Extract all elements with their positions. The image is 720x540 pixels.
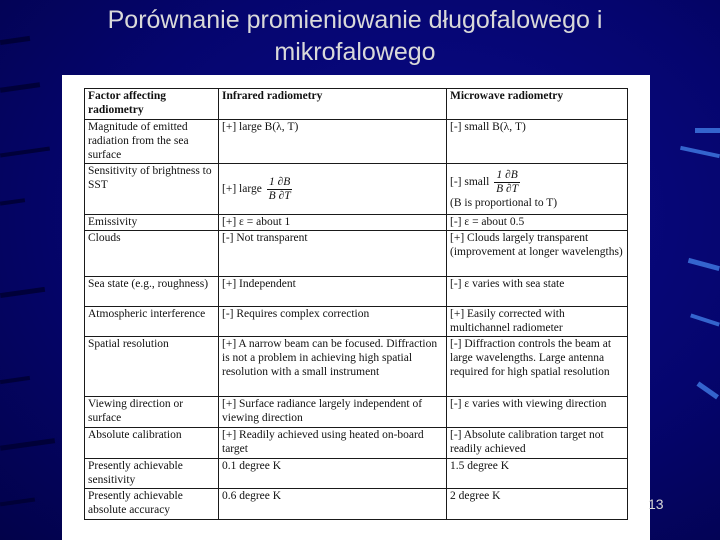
- ir-cell: [-] Not transparent: [219, 231, 447, 277]
- factor-cell: Spatial resolution: [85, 337, 219, 397]
- factor-cell: Emissivity: [85, 215, 219, 231]
- factor-cell: Presently achievable absolute accuracy: [85, 489, 219, 520]
- mw-cell: [+] Easily corrected with multichannel radiometer: [447, 307, 628, 337]
- mw-cell: 1.5 degree K: [447, 459, 628, 489]
- factor-cell: Absolute calibration: [85, 428, 219, 459]
- table-row: [85, 120, 628, 164]
- fraction-denominator: B ∂T: [496, 182, 519, 195]
- fraction-numerator: 1 ∂B: [496, 168, 518, 181]
- factor-cell: Atmospheric interference: [85, 307, 219, 337]
- table-row: [85, 428, 628, 459]
- left-streak: [0, 498, 35, 507]
- ir-cell: [+] large B(λ, T): [219, 120, 447, 164]
- table-row: [85, 231, 628, 277]
- mw-cell: [-] ε varies with sea state: [447, 277, 628, 307]
- factor-cell: Viewing direction or surface: [85, 397, 219, 428]
- ir-cell: [+] A narrow beam can be focused. Diffraction is not a problem in achieving high spatial resolution with a small instrument: [219, 337, 447, 397]
- table-row: [85, 307, 628, 337]
- table-row: [85, 277, 628, 307]
- ir-prefix: [+] large: [222, 182, 262, 195]
- factor-cell: Sea state (e.g., roughness): [85, 277, 219, 307]
- factor-cell: Presently achievable sensitivity: [85, 459, 219, 489]
- left-streak: [0, 376, 30, 384]
- mw-cell: [-] Diffraction controls the beam at large wavelengths. Large antenna required for high spatial resolution: [447, 337, 628, 397]
- ir-cell: [+] Readily achieved using heated on-board target: [219, 428, 447, 459]
- mw-cell: [-] Absolute calibration target not readily achieved: [447, 428, 628, 459]
- table-row: [85, 215, 628, 231]
- header-microwave: Microwave radiometry: [447, 89, 628, 120]
- slide-title: Porównanie promieniowanie długofalowego i mikrofalowego: [107, 6, 603, 66]
- mw-cell: [+] Clouds largely transparent (improvement at longer wavelengths): [447, 231, 628, 277]
- left-streak: [0, 287, 45, 298]
- factor-cell: Sensitivity of brightness to SST: [85, 164, 219, 215]
- comparison-table: [84, 88, 628, 520]
- mw-cell: [-] small B(λ, T): [447, 120, 628, 164]
- mw-prefix: [-] small: [450, 175, 490, 188]
- table-row: [85, 459, 628, 489]
- right-streak: [696, 381, 719, 399]
- left-streak: [0, 36, 30, 45]
- mw-note: (B is proportional to T): [450, 196, 558, 209]
- table-header-row: [85, 89, 628, 120]
- header-factor: Factor affecting radiometry: [85, 89, 219, 120]
- ir-cell: [+] ε = about 1: [219, 215, 447, 231]
- ir-cell: [+] Surface radiance largely independent of viewing direction: [219, 397, 447, 428]
- table-row: [85, 337, 628, 397]
- ir-cell: 0.1 degree K: [219, 459, 447, 489]
- left-streak: [0, 438, 55, 451]
- mw-cell: [-] ε = about 0.5: [447, 215, 628, 231]
- factor-cell: Clouds: [85, 231, 219, 277]
- right-streak: [680, 146, 720, 158]
- left-streak: [0, 147, 50, 158]
- right-streak: [695, 128, 720, 133]
- right-streak: [690, 313, 720, 326]
- factor-cell: Magnitude of emitted radiation from the sea surface: [85, 120, 219, 164]
- table-row: [85, 164, 628, 215]
- ir-cell: [-] Requires complex correction: [219, 307, 447, 337]
- fraction-numerator: 1 ∂B: [268, 175, 291, 188]
- partial-derivative-fraction: [494, 169, 520, 196]
- mw-cell: 2 degree K: [447, 489, 628, 520]
- mw-cell: [-] ε varies with viewing direction: [447, 397, 628, 428]
- table-row: [85, 489, 628, 520]
- ir-cell: 0.6 degree K: [219, 489, 447, 520]
- table-panel: [62, 75, 650, 540]
- mw-cell: [447, 164, 628, 215]
- header-infrared: Infrared radiometry: [219, 89, 447, 120]
- partial-derivative-fraction: [267, 176, 293, 203]
- right-streak: [688, 258, 720, 271]
- ir-cell: [+] Independent: [219, 277, 447, 307]
- slide-number: 13: [648, 496, 664, 512]
- fraction-denominator: B ∂T: [268, 189, 291, 202]
- left-streak: [0, 82, 40, 93]
- table-row: [85, 397, 628, 428]
- ir-cell: [219, 164, 447, 215]
- left-streak: [0, 198, 25, 205]
